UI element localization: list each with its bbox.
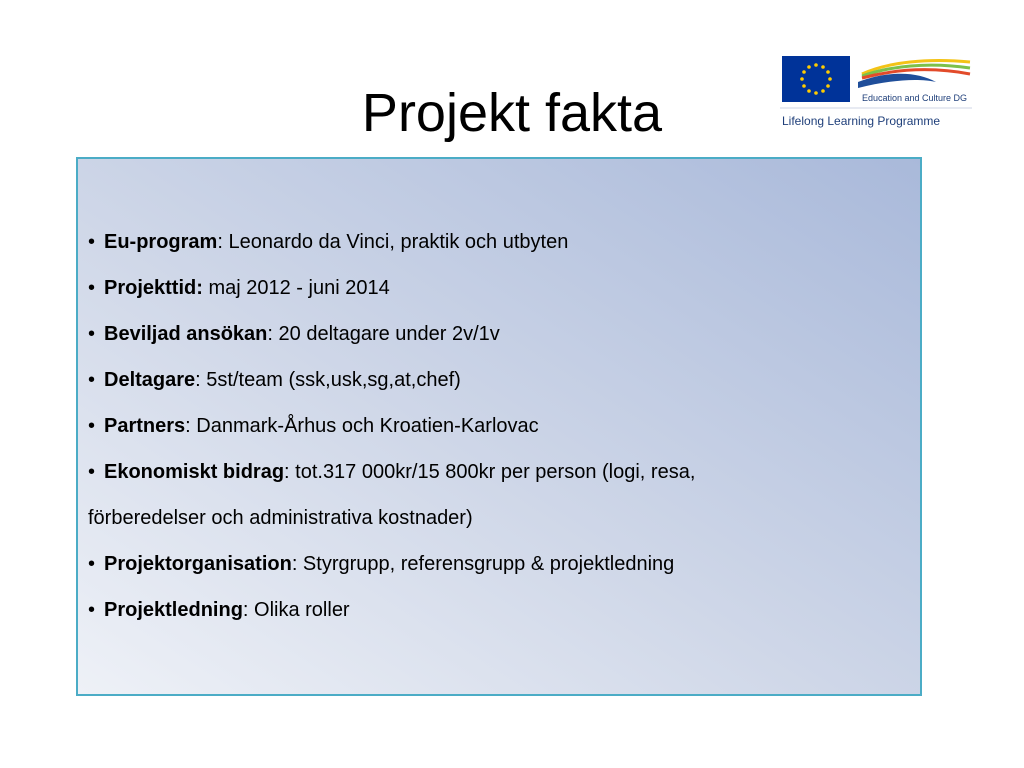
- programme-label: Lifelong Learning Programme: [782, 114, 941, 128]
- item-text: : Styrgrupp, referensgrupp & projektledning: [291, 553, 675, 575]
- bullet-icon: •: [88, 369, 96, 391]
- list-item-projektledning: [88, 587, 908, 633]
- item-label: Eu-program: [104, 231, 218, 253]
- item-text: : tot.317 000kr/15 800kr per person (logi, resa,: [284, 461, 696, 483]
- bullet-icon: •: [88, 231, 96, 253]
- item-label: Partners: [104, 415, 186, 437]
- list-item-projekttid: [88, 265, 908, 311]
- bullet-icon: •: [88, 461, 96, 483]
- item-text: : Leonardo da Vinci, praktik och utbyten: [217, 231, 569, 253]
- list-item-ekonomiskt-bidrag: [88, 449, 908, 495]
- list-item-beviljad-ansokan: [88, 311, 908, 357]
- item-text: : 20 deltagare under 2v/1v: [267, 323, 500, 345]
- item-text: : 5st/team (ssk,usk,sg,at,chef): [195, 369, 461, 391]
- bullet-icon: •: [88, 277, 96, 299]
- bullet-icon: •: [88, 323, 96, 345]
- item-label: Deltagare: [104, 369, 196, 391]
- eu-lifelong-learning-logo: [778, 52, 974, 132]
- item-label: Projektledning: [104, 599, 243, 621]
- list-item-eu-program: [88, 219, 908, 265]
- bullet-icon: •: [88, 415, 96, 437]
- eu-flag-icon: [782, 56, 850, 102]
- item-label: Projektorganisation: [104, 553, 292, 575]
- list-item-projektorganisation: [88, 541, 908, 587]
- bullet-icon: •: [88, 599, 96, 621]
- list-item-partners: [88, 403, 908, 449]
- slide-title: Projekt fakta: [361, 83, 663, 143]
- item-label: Ekonomiskt bidrag: [104, 461, 285, 483]
- item-text: : Olika roller: [242, 599, 350, 621]
- item-text: : Danmark-Århus och Kroatien-Karlovac: [185, 415, 539, 437]
- bullet-list: [88, 219, 908, 633]
- bullet-icon: •: [88, 553, 96, 575]
- dg-label: Education and Culture DG: [862, 93, 968, 103]
- item-label: Projekttid:: [104, 277, 203, 299]
- content-box: [76, 157, 922, 696]
- list-item-deltagare: [88, 357, 908, 403]
- item-label: Beviljad ansökan: [104, 323, 268, 345]
- list-item-continuation: förberedelser och administrativa kostnader): [88, 507, 473, 529]
- eu-logo-graphic: [778, 52, 974, 132]
- item-text: maj 2012 - juni 2014: [202, 277, 390, 299]
